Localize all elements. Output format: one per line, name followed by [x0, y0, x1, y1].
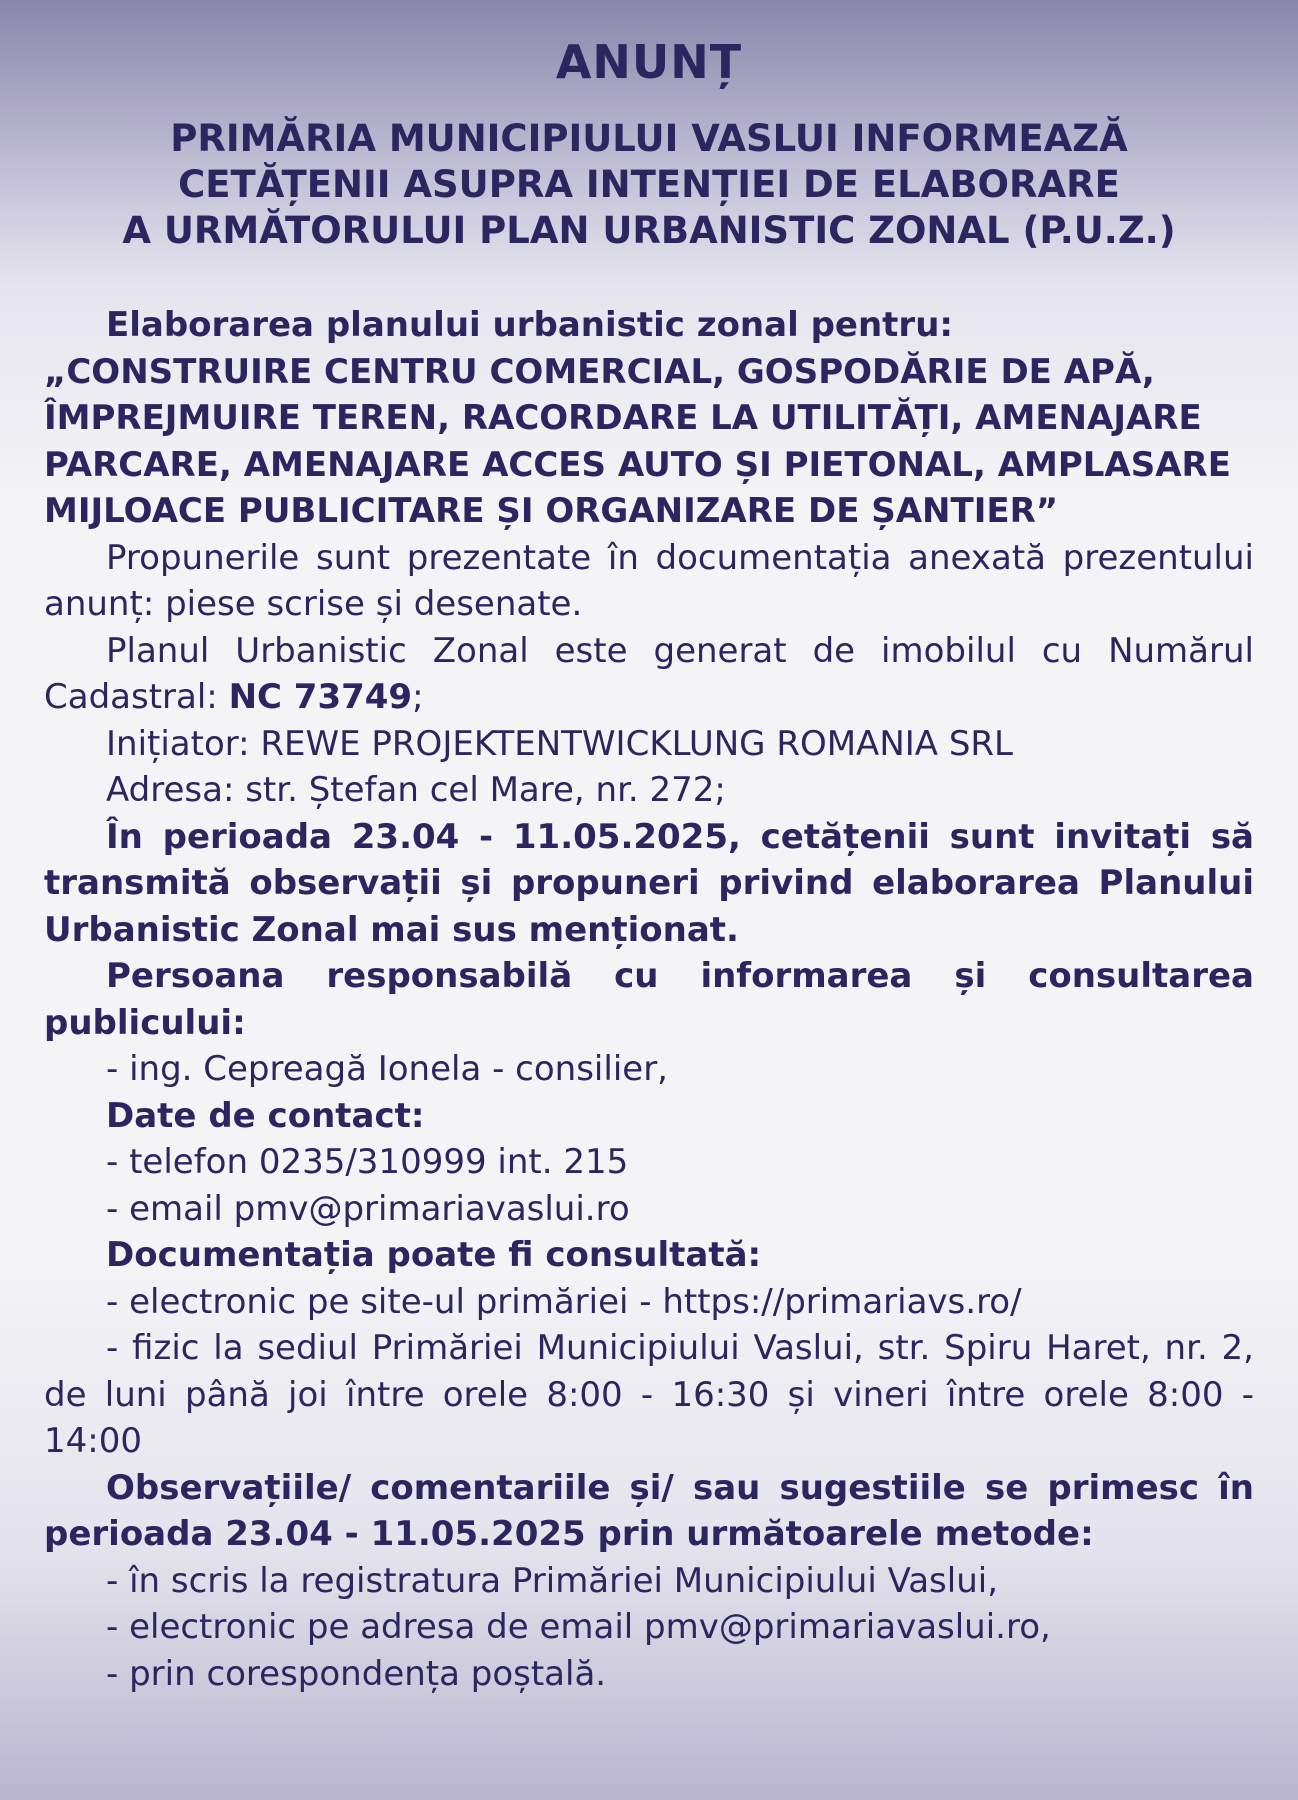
subtitle-line: A URMĂTORULUI PLAN URBANISTIC ZONAL (P.U.Z.) — [122, 209, 1176, 252]
docs-heading: Documentația poate fi consultată: — [106, 1235, 762, 1275]
method-item: - prin corespondența poștală. — [106, 1653, 607, 1694]
cadastral-suffix: ; — [412, 677, 424, 717]
intro-text: Elaborarea planului urbanistic zonal pentru: — [106, 305, 953, 345]
initiator-text: Inițiator: REWE PROJEKTENTWICKLUNG ROMANIA SRL — [106, 723, 1013, 764]
cadastral-prefix: Planul Urbanistic Zonal este generat de imobilul cu Numărul Cadastral: — [44, 630, 1254, 717]
contact-phone: - telefon 0235/310999 int. 215 — [106, 1142, 629, 1182]
docs-electronic: - electronic pe site-ul primăriei - https://primariavs.ro/ — [106, 1281, 1022, 1322]
proposals-text: Propunerile sunt prezentate în documentația anexată prezentului anunț: piese scrise și desenate. — [44, 537, 1254, 624]
subtitle — [44, 116, 1254, 254]
cadastral-number: NC 73749 — [228, 677, 413, 717]
subtitle-line: PRIMĂRIA MUNICIPIULUI VASLUI INFORMEAZĂ — [170, 117, 1128, 160]
project-title: „CONSTRUIRE CENTRU COMERCIAL, GOSPODĂRIE DE APĂ, ÎMPREJMUIRE TEREN, RACORDARE LA UTILITĂȚI, AMENAJARE PARCARE, AMENAJARE ACCES AUTO ȘI PIETONAL, AMPLASARE MIJLOACE PUBLICITARE ȘI ORGANIZARE DE ȘANTIER” — [44, 351, 1231, 531]
contact-heading: Date de contact: — [106, 1095, 425, 1136]
method-item: - în scris la registratura Primăriei Municipiului Vaslui, — [106, 1560, 999, 1601]
period-text: În perioada 23.04 - 11.05.2025, cetățenii sunt invitați să transmită observații și propuneri privind elaborarea Planului Urbanistic Zonal mai sus menționat. — [44, 816, 1254, 950]
address-text: Adresa: str. Ștefan cel Mare, nr. 272; — [106, 770, 726, 810]
page-title: ANUNȚ — [555, 35, 743, 89]
docs-physical: - fizic la sediul Primăriei Municipiului Vaslui, str. Spiru Haret, nr. 2, de luni până joi între orele 8:00 - 16:30 și vineri între orele 8:00 - 14:00 — [44, 1328, 1254, 1461]
responsible-heading: Persoana responsabilă cu informarea și consultarea publicului: — [44, 956, 1254, 1043]
responsible-person: - ing. Cepreagă Ionela - consilier, — [106, 1049, 668, 1089]
subtitle-line: CETĂȚENII ASUPRA INTENȚIEI DE ELABORARE — [178, 163, 1120, 206]
observations-heading: Observațiile/ comentariile și/ sau sugestiile se primesc în perioada 23.04 - 11.05.2025 prin următoarele metode: — [44, 1467, 1254, 1554]
contact-email: - email pmv@primariavaslui.ro — [106, 1188, 630, 1229]
cadastral-text — [44, 628, 1254, 721]
method-item: - electronic pe adresa de email pmv@primariavaslui.ro, — [106, 1607, 1051, 1647]
